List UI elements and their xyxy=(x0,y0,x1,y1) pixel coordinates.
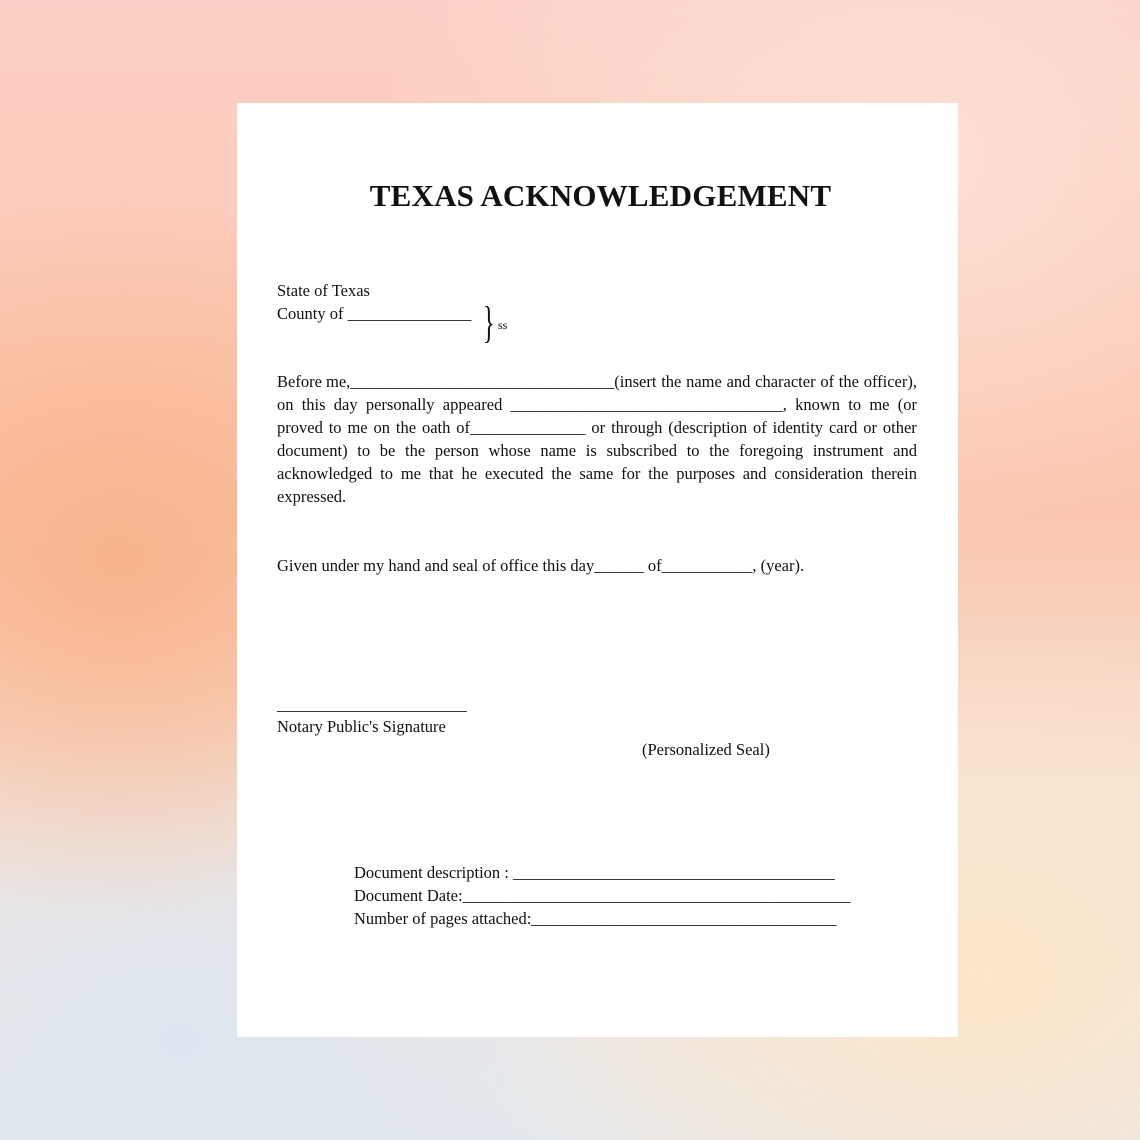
paragraph-word: acknowledged xyxy=(277,464,373,483)
paragraph-word: to xyxy=(328,418,342,437)
paragraph-word: document) xyxy=(277,441,348,460)
paragraph-word: is xyxy=(585,441,597,460)
paragraph-word: other xyxy=(882,418,917,437)
paragraph-word: (description xyxy=(668,418,748,437)
county-line: County of _______________ xyxy=(277,304,472,323)
ss-label: ss xyxy=(498,318,508,332)
paragraph-line-2 xyxy=(277,393,917,416)
paragraph-line-6 xyxy=(277,485,917,508)
paragraph-word: known xyxy=(795,395,841,414)
paragraph-word: the xyxy=(709,441,730,460)
paragraph-word: be xyxy=(379,441,396,460)
paragraph-word: person xyxy=(434,441,479,460)
paragraph-word: proved xyxy=(277,418,323,437)
paragraph-line-5 xyxy=(277,462,917,485)
paragraph-word: this xyxy=(301,395,326,414)
paragraph-word: me xyxy=(347,418,368,437)
document-title: TEXAS ACKNOWLEDGEMENT xyxy=(369,178,832,213)
paragraph-word: foregoing xyxy=(739,441,804,460)
paragraph-line-3 xyxy=(277,416,917,439)
paragraph-word: he xyxy=(461,464,478,483)
paragraph-word: to xyxy=(686,441,700,460)
paragraph-word: on xyxy=(373,418,391,437)
paragraph-word: the xyxy=(661,372,682,391)
paragraph-word: and xyxy=(726,372,751,391)
paragraph-word: whose xyxy=(488,441,531,460)
paragraph-word: personally xyxy=(365,395,435,414)
paragraph-word: of______________ xyxy=(456,418,586,437)
paragraph-word: day xyxy=(333,395,358,414)
paragraph-word: officer), xyxy=(863,372,917,391)
paragraph-line-1 xyxy=(277,370,917,393)
paragraph-word: oath xyxy=(421,418,451,437)
signature-rule: _______________________ xyxy=(277,695,467,714)
paragraph-word: me xyxy=(400,464,421,483)
document-description-line: Document description : _______________________________________ xyxy=(354,863,835,882)
acknowledgement-paragraph xyxy=(277,370,917,508)
paragraph-word: consideration xyxy=(774,464,864,483)
paragraph-word: the xyxy=(838,372,859,391)
paragraph-word: to xyxy=(380,464,393,483)
paragraph-word: therein xyxy=(871,464,917,483)
paragraph-word: or xyxy=(863,418,877,437)
paragraph-word: of xyxy=(753,418,767,437)
state-line: State of Texas xyxy=(277,281,370,300)
paragraph-word: subscribed xyxy=(606,441,678,460)
signature-label: Notary Public's Signature xyxy=(277,717,446,736)
paragraph-word: name xyxy=(540,441,577,460)
document-date-line: Document Date:_______________________________________________ xyxy=(354,886,851,905)
paragraph-word: expressed. xyxy=(277,487,347,506)
paragraph-word: (or xyxy=(897,395,917,414)
paragraph-word: character xyxy=(755,372,816,391)
paragraph-word: for xyxy=(621,464,641,483)
paragraph-line-4 xyxy=(277,439,917,462)
seal-label: (Personalized Seal) xyxy=(642,740,770,759)
given-under-hand-line: Given under my hand and seal of office this day______ of___________, (year). xyxy=(277,556,805,575)
paragraph-word: and xyxy=(742,464,767,483)
paragraph-word: appeared xyxy=(442,395,503,414)
paragraph-word: through xyxy=(611,418,663,437)
paragraph-word: to xyxy=(848,395,862,414)
paragraph-word: executed xyxy=(484,464,544,483)
brace-symbol: } xyxy=(483,298,495,347)
paragraph-word: the xyxy=(648,464,669,483)
paragraph-word: or xyxy=(591,418,606,437)
paragraph-word: identity xyxy=(772,418,824,437)
paragraph-word: me xyxy=(869,395,890,414)
paragraph-word: the xyxy=(395,418,417,437)
paragraph-word: on xyxy=(277,395,294,414)
pages-attached-line: Number of pages attached:_____________________________________ xyxy=(354,909,837,928)
paragraph-word: name xyxy=(686,372,722,391)
paragraph-word: same xyxy=(579,464,614,483)
paragraph-word: to xyxy=(357,441,371,460)
paragraph-word: instrument xyxy=(812,441,884,460)
paragraph-word: purposes xyxy=(676,464,735,483)
paragraph-word: and xyxy=(893,441,917,460)
paragraph-word: Before me,________________________________(insert xyxy=(277,372,657,391)
paragraph-word: _________________________________, xyxy=(510,395,787,414)
paragraph-word: that xyxy=(428,464,454,483)
paragraph-word: the xyxy=(551,464,572,483)
document-page xyxy=(237,103,958,1037)
paragraph-word: of xyxy=(820,372,835,391)
paragraph-word: card xyxy=(828,418,858,437)
paragraph-word: the xyxy=(405,441,426,460)
